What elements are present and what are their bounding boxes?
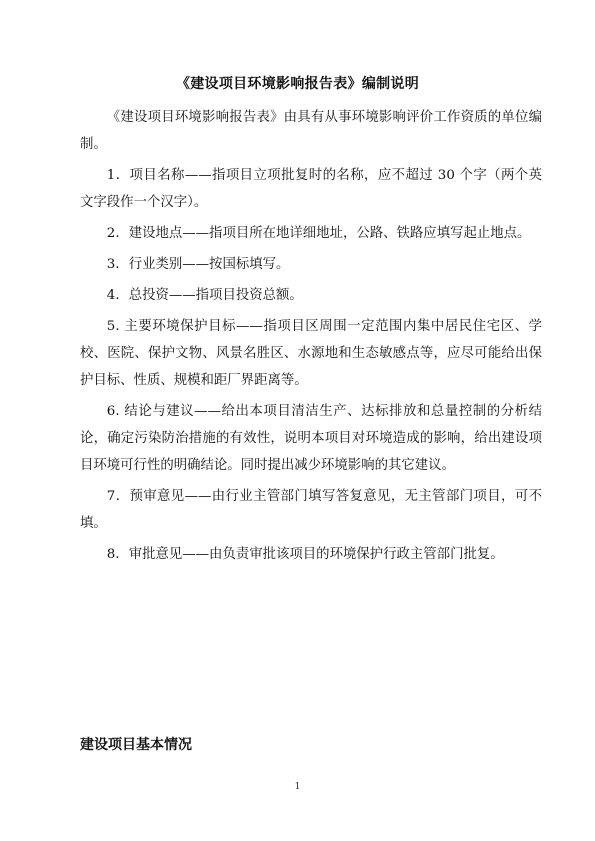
item-paragraph-3: 3．行业类别——按国标填写。: [106, 257, 290, 272]
item-paragraph-8: 8．审批意见——由负责审批该项目的环境保护行政主管部门批复。: [106, 547, 504, 562]
intro-paragraph: 《建设项目环境影响报告表》由具有从事环境影响评价工作资质的单位编制。: [80, 110, 542, 152]
item-paragraph-6: 6. 结论与建议——给出本项目清洁生产、达标排放和总量控制的分析结论，确定污染防治措施的有效性，说明本项目对环境造成的影响，给出建设项目环境可行性的明确结论。同时提出减少环境影响的其它建议。: [80, 404, 542, 473]
section-heading: 建设项目基本情况: [80, 737, 192, 753]
item-paragraph-2: 2．建设地点——指项目所在地详细地址，公路、铁路应填写起止地点。: [106, 226, 531, 241]
item-paragraph-5: 5. 主要环境保护目标——指项目区周围一定范围内集中居民住宅区、学校、医院、保护文物、风景名胜区、水源地和生态敏感点等，应尽可能给出保护目标、性质、规模和距厂界距离等。: [80, 319, 542, 388]
page-number: 1: [294, 782, 301, 792]
document-title: 《建设项目环境影响报告表》编制说明: [175, 76, 420, 92]
item-paragraph-7: 7．预审意见——由行业主管部门填写答复意见，无主管部门项目，可不填。: [80, 489, 542, 531]
document-body: [80, 104, 542, 572]
item-paragraph-1: 1．项目名称——指项目立项批复时的名称，应不超过 30 个字（两个英文字段作一个汉字）。: [80, 168, 542, 210]
item-paragraph-4: 4．总投资——指项目投资总额。: [106, 288, 303, 303]
